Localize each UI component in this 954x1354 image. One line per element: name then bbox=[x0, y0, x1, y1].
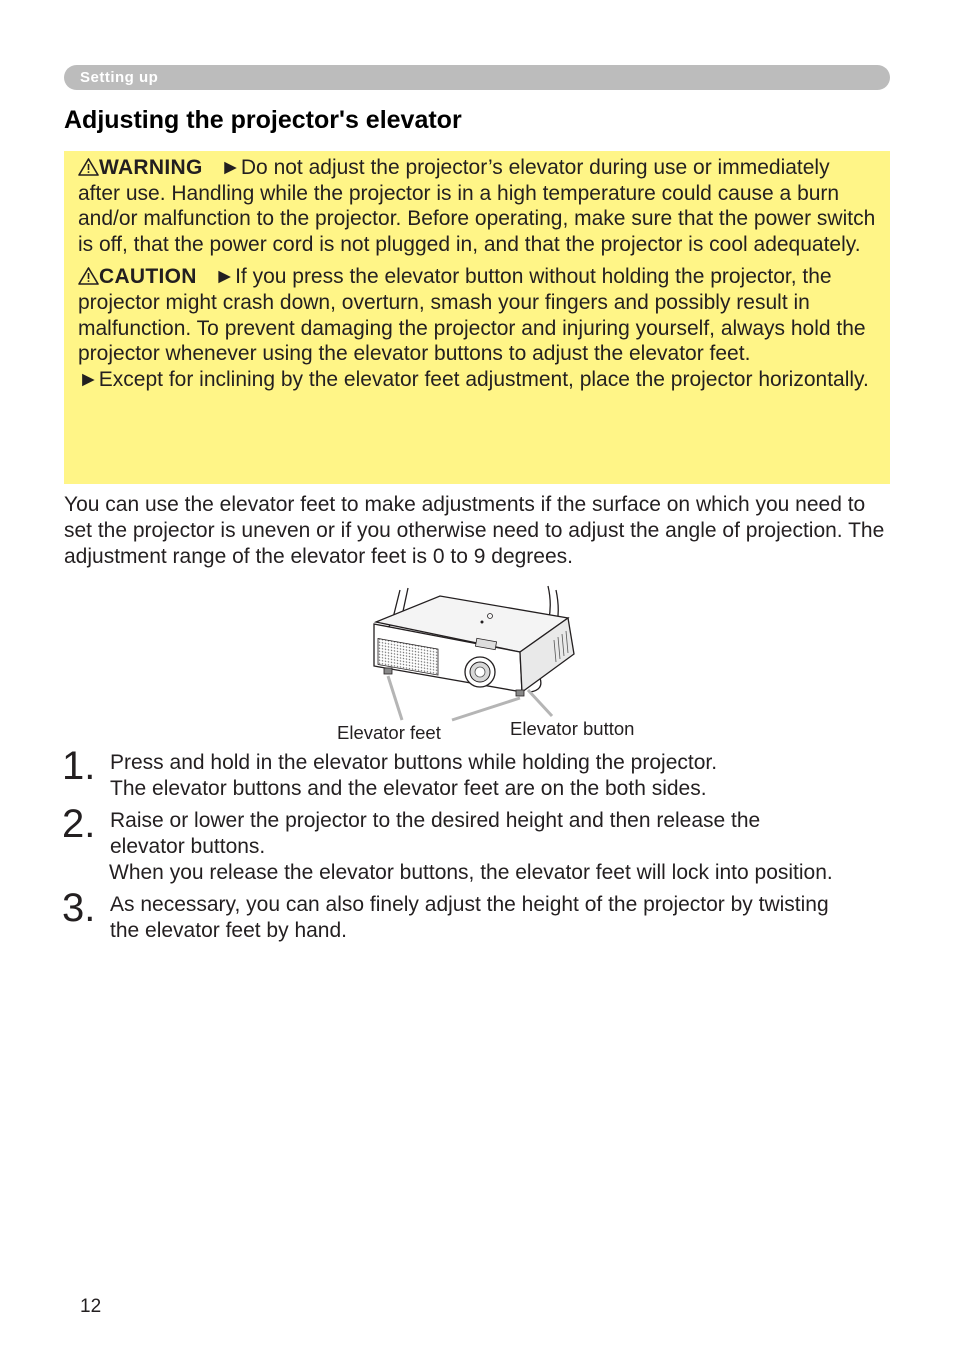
step-number: 2. bbox=[62, 802, 96, 846]
step-line: elevator buttons. bbox=[110, 835, 266, 858]
caution-triangle-icon bbox=[78, 267, 99, 285]
safety-notice-box bbox=[64, 151, 890, 484]
caution-label: CAUTION bbox=[99, 265, 197, 289]
step-number: 3. bbox=[62, 886, 96, 930]
projector-figure bbox=[330, 582, 660, 744]
section-label: Setting up bbox=[80, 69, 159, 86]
warning-triangle-icon bbox=[78, 158, 99, 176]
intro-paragraph: You can use the elevator feet to make adjustments if the surface on which you need to set the projector is uneven or if you otherwise need to adjust the angle of projection. The adjustment range of the elevator feet is 0 to 9 degrees. bbox=[64, 493, 885, 568]
warning-paragraph bbox=[78, 155, 876, 257]
caution-paragraph bbox=[78, 264, 876, 366]
step-line: Raise or lower the projector to the desired height and then release the bbox=[110, 809, 761, 832]
caution-text: ►If you press the elevator button without holding the projector, the projector might crash down, overturn, smash your fingers and possibly result in malfunction. To prevent damaging the projector and injuring yourself, always hold the projector whenever using the elevator buttons to adjust the elevator feet. bbox=[78, 265, 866, 366]
step-line: As necessary, you can also finely adjust the height of the projector by twisting bbox=[110, 893, 829, 916]
step-line: the elevator feet by hand. bbox=[110, 919, 347, 942]
step-text bbox=[110, 808, 760, 860]
step-line: Press and hold in the elevator buttons while holding the projector. bbox=[110, 751, 718, 774]
elevator-button-label: Elevator button bbox=[510, 718, 635, 739]
warning-label: WARNING bbox=[99, 156, 203, 179]
elevator-feet-label: Elevator feet bbox=[337, 722, 441, 743]
section-header-bar bbox=[64, 65, 890, 90]
step-text bbox=[110, 750, 717, 802]
page-title: Adjusting the projector's elevator bbox=[64, 106, 462, 134]
warning-text: ►Do not adjust the projector’s elevator during use or immediately after use. Handling while the projector is in a high temperature could cause a burn and/or malfunction to the projector. Before operating, make sure that the power switch is off, that the power cord is not plugged in, and that the projector is cool adequately. bbox=[78, 156, 876, 256]
step-text bbox=[110, 892, 829, 944]
page-number: 12 bbox=[80, 1296, 102, 1317]
step-number: 1. bbox=[62, 744, 96, 788]
caution-paragraph-2: ►Except for inclining by the elevator feet adjustment, place the projector horizontally. bbox=[78, 367, 869, 391]
step-note: When you release the elevator buttons, the elevator feet will lock into position. bbox=[109, 861, 833, 884]
step-line: The elevator buttons and the elevator feet are on the both sides. bbox=[110, 777, 707, 800]
